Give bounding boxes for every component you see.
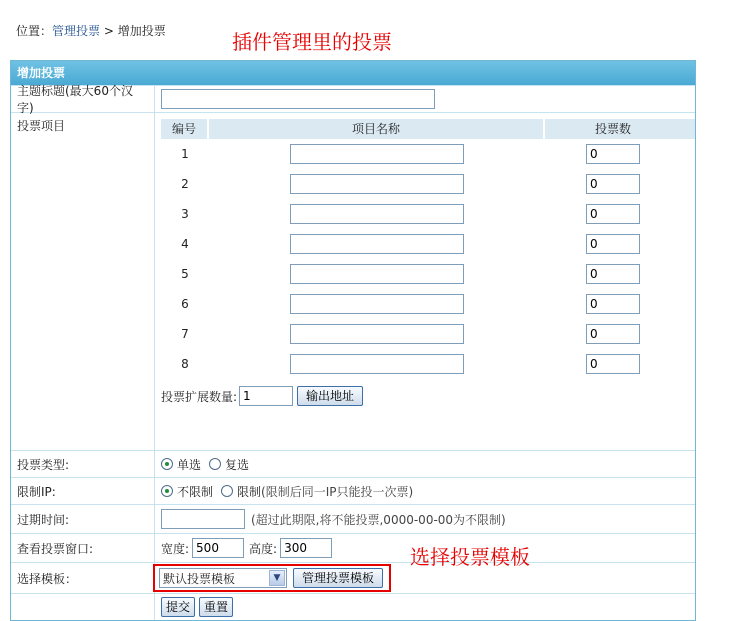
vote-item-votes-cell	[545, 324, 681, 344]
vote-item-votes-input[interactable]	[586, 174, 640, 194]
expire-row	[11, 504, 695, 533]
vote-items-header	[161, 119, 695, 139]
annotation-select-template: 选择投票模板	[410, 545, 530, 569]
vote-item-no: 7	[181, 327, 189, 341]
vote-item-votes-input[interactable]	[586, 354, 640, 374]
breadcrumb	[16, 22, 166, 39]
vote-item-name-cell	[209, 174, 545, 194]
vote-item-no: 1	[181, 147, 189, 161]
limit-ip-hint: (限制后同一IP只能投一次票)	[261, 484, 414, 499]
expire-hint: (超过此期限,将不能投票,0000-00-00为不限制)	[251, 512, 506, 527]
radio-no-limit-label: 不限制	[177, 484, 214, 499]
subject-row	[11, 84, 695, 115]
top-edge-text-fragment	[0, 0, 80, 5]
vote-item-no: 4	[181, 237, 189, 251]
vote-item-votes-cell	[545, 174, 681, 194]
header-votes: 投票数	[594, 122, 631, 136]
vote-items-table	[155, 113, 695, 413]
vote-item-votes-cell	[545, 234, 681, 254]
vote-item-votes-cell	[545, 354, 681, 374]
reset-button[interactable]: 重置	[199, 597, 233, 617]
add-vote-panel	[10, 60, 696, 621]
vote-item-votes-input[interactable]	[586, 204, 640, 224]
actions-row	[11, 593, 695, 620]
annotation-plugin-vote: 插件管理里的投票	[232, 30, 392, 54]
vote-item-votes-input[interactable]	[586, 264, 640, 284]
expire-label: 过期时间:	[11, 505, 155, 533]
vote-item-name-input[interactable]	[290, 324, 464, 344]
radio-single-label: 单选	[177, 457, 202, 472]
width-label: 宽度:	[161, 541, 190, 556]
output-address-button[interactable]: 输出地址	[297, 386, 363, 406]
vote-item-votes-input[interactable]	[586, 294, 640, 314]
vote-item-name-input[interactable]	[290, 174, 464, 194]
width-input[interactable]	[192, 538, 244, 558]
limit-ip-label: 限制IP:	[11, 478, 155, 504]
vote-item-votes-cell	[545, 144, 681, 164]
vote-item-name-input[interactable]	[290, 354, 464, 374]
radio-limit[interactable]	[221, 485, 233, 497]
vote-item-name-input[interactable]	[290, 294, 464, 314]
vote-item-no: 3	[181, 207, 189, 221]
window-size-label: 查看投票窗口:	[11, 534, 155, 562]
header-name: 项目名称	[209, 119, 545, 139]
vote-item-row	[161, 259, 695, 289]
template-select[interactable]	[159, 568, 287, 588]
vote-item-name-cell	[209, 354, 545, 374]
vote-item-name-cell	[209, 144, 545, 164]
actions-spacer	[11, 594, 155, 620]
vote-item-votes-cell	[545, 264, 681, 284]
vote-item-name-cell	[209, 234, 545, 254]
vote-item-name-input[interactable]	[290, 204, 464, 224]
vote-item-votes-input[interactable]	[586, 324, 640, 344]
height-label: 高度:	[249, 541, 278, 556]
vote-item-name-cell	[209, 264, 545, 284]
vote-item-name-cell	[209, 204, 545, 224]
vote-item-name-input[interactable]	[290, 144, 464, 164]
vote-item-row	[161, 139, 695, 169]
subject-label: 主题标题(最大60个汉字)	[11, 86, 155, 112]
vote-item-no: 6	[181, 297, 189, 311]
vote-item-row	[161, 169, 695, 199]
vote-item-row	[161, 349, 695, 379]
radio-no-limit[interactable]	[161, 485, 173, 497]
vote-item-votes-cell	[545, 294, 681, 314]
vote-item-no: 8	[181, 357, 189, 371]
breadcrumb-separator: >	[100, 24, 118, 38]
subject-input[interactable]	[161, 89, 435, 109]
vote-item-row	[161, 289, 695, 319]
breadcrumb-prefix: 位置：	[16, 24, 53, 38]
height-input[interactable]	[280, 538, 332, 558]
vote-extend-label: 投票扩展数量:	[161, 389, 238, 404]
chevron-down-icon[interactable]: ▼	[269, 570, 285, 586]
vote-items-row	[11, 112, 695, 450]
vote-type-label: 投票类型:	[11, 451, 155, 477]
vote-item-votes-input[interactable]	[586, 144, 640, 164]
breadcrumb-current: 增加投票	[117, 24, 166, 38]
vote-item-name-cell	[209, 324, 545, 344]
vote-item-rows	[161, 139, 695, 379]
vote-item-votes-input[interactable]	[586, 234, 640, 254]
header-no: 编号	[161, 119, 209, 139]
radio-multi[interactable]	[209, 458, 221, 470]
template-row	[11, 562, 695, 593]
radio-multi-label: 复选	[225, 457, 250, 472]
vote-items-label: 投票项目	[11, 113, 155, 450]
submit-button[interactable]: 提交	[161, 597, 195, 617]
vote-item-no: 2	[181, 177, 189, 191]
vote-item-row	[161, 199, 695, 229]
vote-item-name-input[interactable]	[290, 264, 464, 284]
panel-title: 增加投票	[11, 61, 695, 85]
template-highlight-box	[153, 564, 391, 592]
vote-item-row	[161, 319, 695, 349]
vote-item-name-input[interactable]	[290, 234, 464, 254]
vote-extend-row	[161, 379, 695, 413]
radio-limit-label: 限制	[237, 484, 262, 499]
expire-input[interactable]	[161, 509, 245, 529]
template-select-value: 默认投票模板	[163, 571, 236, 586]
template-label: 选择模板：	[11, 563, 155, 593]
vote-item-votes-cell	[545, 204, 681, 224]
manage-template-button[interactable]: 管理投票模板	[293, 568, 383, 588]
vote-item-row	[161, 229, 695, 259]
vote-item-name-cell	[209, 294, 545, 314]
vote-item-no: 5	[181, 267, 189, 281]
radio-single[interactable]	[161, 458, 173, 470]
limit-ip-row	[11, 477, 695, 504]
window-size-row	[11, 533, 695, 562]
vote-extend-input[interactable]	[239, 386, 293, 406]
vote-type-row	[11, 450, 695, 477]
breadcrumb-link-manage-vote[interactable]: 管理投票	[52, 24, 101, 38]
